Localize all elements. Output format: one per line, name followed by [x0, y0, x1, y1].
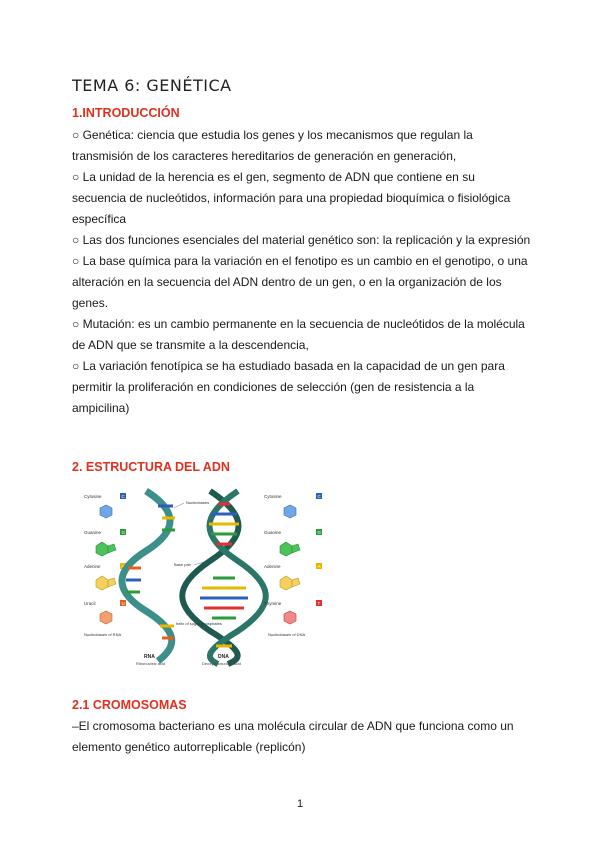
section-heading-estructura: 2. ESTRUCTURA DEL ADN	[72, 460, 230, 474]
base-letter: G	[121, 530, 126, 535]
rna-label: RNA	[144, 654, 155, 660]
section-heading-cromosomas: 2.1 CROMOSOMAS	[72, 698, 187, 712]
base-label: Thymine	[264, 601, 282, 606]
base-label: Cytosine	[84, 494, 102, 499]
cromosomas-list	[72, 716, 532, 758]
section-heading-introduccion: 1.INTRODUCCIÓN	[72, 106, 180, 120]
cytosine-molecule	[100, 505, 112, 518]
introduccion-list	[72, 125, 532, 419]
list-item: ○ La base química para la variación en el fenotipo es un cambio en el genotipo, o una alteración en la secuencia del ADN dentro de un gen, o en la organización de los genes.	[72, 254, 528, 310]
dna-bases-column	[264, 493, 322, 637]
list-item: ○ Las dos funciones esenciales del material genético son: la replicación y la expresión	[72, 233, 531, 247]
rna-strand	[122, 491, 175, 661]
list-item: –El cromosoma bacteriano es una molécula circular de ADN que funciona como un elemento genético autorreplicable (replicón)	[72, 719, 514, 754]
base-letter: A	[317, 564, 321, 569]
dna-label: DNA	[218, 654, 229, 660]
base-letter: T	[317, 601, 321, 606]
base-label: Guanine	[84, 530, 102, 535]
dna-rna-diagram	[78, 486, 328, 670]
rna-sub-label: Ribonucleic acid	[136, 661, 166, 666]
list-item: ○ Genética: ciencia que estudia los genes y los mecanismos que regulan la transmisión de los caracteres hereditarios de generación en generación,	[72, 128, 473, 163]
base-letter: C	[121, 494, 125, 499]
dna-double-helix	[182, 491, 266, 664]
base-label: Adenine	[84, 564, 101, 569]
rna-bases-column	[84, 493, 126, 637]
base-letter: C	[317, 494, 321, 499]
base-label: Uracil	[84, 601, 96, 606]
base-label: Adenine	[264, 564, 281, 569]
dna-sub-label: Deoxyribonucleic acid	[202, 661, 241, 666]
helix-label: helix of sugar-phosphates	[176, 621, 222, 626]
list-item: ○ La variación fenotípica se ha estudiado basada en la capacidad de un gen para permitir la proliferación en condiciones de selección (gen de resistencia a la ampicilina)	[72, 359, 505, 415]
list-item: ○ Mutación: es un cambio permanente en la secuencia de nucleótidos de la molécula de ADN que se transmite a la descendencia,	[72, 317, 525, 352]
base-label: Guanine	[264, 530, 282, 535]
base-letter: A	[121, 564, 125, 569]
base-letter: G	[317, 530, 322, 535]
page-title: TEMA 6: GENÉTICA	[72, 76, 232, 95]
list-item: ○ La unidad de la herencia es el gen, segmento de ADN que contiene en su secuencia de nucleótidos, información para una propiedad bioquímica o fisiológica específica	[72, 170, 511, 226]
base-label: Cytosine	[264, 494, 282, 499]
rna-caption: Nucleobases of RNA	[84, 632, 122, 637]
base-letter: U	[121, 601, 125, 606]
dna-caption: Nucleobases of DNA	[268, 632, 306, 637]
nucleobases-label: Nucleobases	[186, 500, 210, 505]
base-pair-label: Base pair	[174, 562, 191, 567]
page-number: 1	[296, 798, 304, 810]
